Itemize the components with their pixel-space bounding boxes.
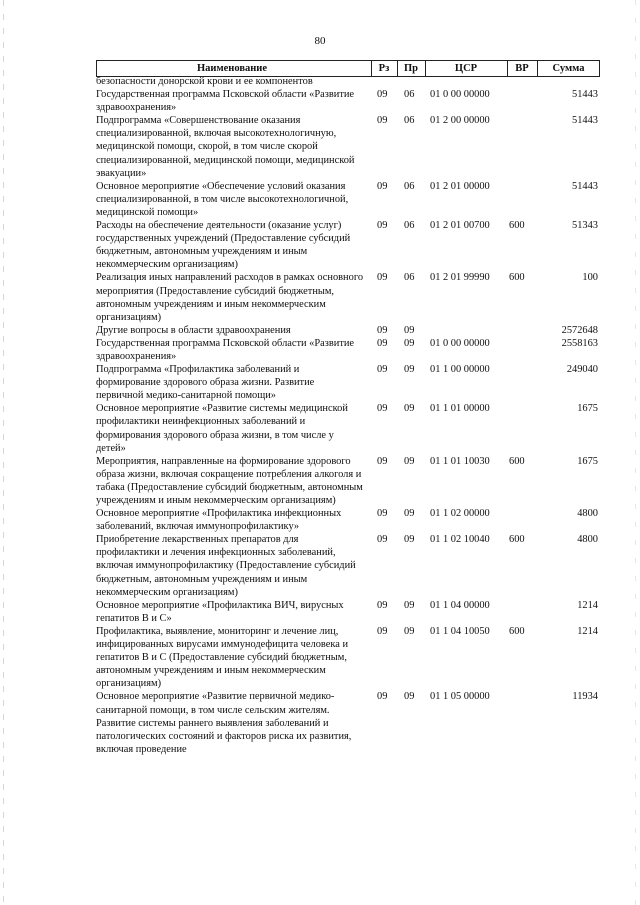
scan-edge-left bbox=[3, 0, 4, 905]
row-rz: 09 bbox=[377, 534, 388, 546]
row-sum: 11934 bbox=[572, 691, 598, 703]
table-row bbox=[96, 363, 598, 402]
table-row bbox=[96, 75, 598, 88]
row-rz: 09 bbox=[377, 599, 388, 611]
row-rz: 09 bbox=[377, 180, 388, 192]
row-rz: 09 bbox=[377, 403, 388, 415]
row-pr: 06 bbox=[404, 180, 415, 192]
row-sum: 100 bbox=[582, 272, 598, 284]
row-sum: 1675 bbox=[577, 455, 598, 467]
row-name: Реализация иных направлений расходов в рамках основного мероприятия (Предоставление субсидий бюджетным, автономным учреждениям и иным некоммерческим организациям) bbox=[96, 272, 364, 323]
table-row bbox=[96, 507, 598, 533]
row-csr: 01 0 00 00000 bbox=[430, 89, 490, 101]
row-sum: 4800 bbox=[577, 508, 598, 520]
row-name: Мероприятия, направленные на формирование здорового образа жизни, включая сокращение потребления алкоголя и табака (Предоставление субсидий бюджетным, автономным учреждениям и иным некоммерческим организациям) bbox=[96, 455, 363, 506]
row-rz: 09 bbox=[377, 324, 388, 336]
row-sum: 51443 bbox=[572, 180, 598, 192]
table-row bbox=[96, 402, 598, 454]
row-pr: 06 bbox=[404, 115, 415, 127]
table-row bbox=[96, 219, 598, 271]
row-name: Приобретение лекарственных препаратов для профилактики и лечения инфекционных заболеваний, включая иммунопрофилактику (Предоставление субсидий бюджетным, автономным учреждениям и иным некоммерческим организациям) bbox=[96, 534, 356, 598]
table-row bbox=[96, 533, 598, 598]
row-vr: 600 bbox=[509, 272, 525, 284]
table-row bbox=[96, 180, 598, 219]
row-name: Другие вопросы в области здравоохранения bbox=[96, 324, 291, 336]
row-pr: 09 bbox=[404, 508, 415, 520]
row-pr: 09 bbox=[404, 324, 415, 336]
header-pr: Пр bbox=[403, 63, 418, 74]
row-rz: 09 bbox=[377, 508, 388, 520]
header-sum: Сумма bbox=[552, 63, 585, 74]
table-row bbox=[96, 690, 598, 755]
header-rz: Рз bbox=[378, 63, 390, 74]
page-number: 80 bbox=[314, 35, 326, 47]
row-rz: 09 bbox=[377, 220, 388, 232]
row-csr: 01 1 02 00000 bbox=[430, 508, 490, 520]
row-name: Основное мероприятие «Профилактика инфекционных заболеваний, включая иммунопрофилактику» bbox=[96, 508, 342, 533]
header-name: Наименование bbox=[197, 63, 267, 74]
row-vr: 600 bbox=[509, 534, 525, 546]
row-name: Основное мероприятие «Развитие системы медицинской профилактики неинфекционных заболеваний и формирования здорового образа жизни, в том числе у детей» bbox=[96, 403, 348, 454]
row-name: Основное мероприятие «Развитие первичной медико-санитарной помощи, в том числе сельским жителям. Развитие системы раннего выявления заболеваний и патологических состояний и факторов риска их развития, включая проведение bbox=[96, 691, 352, 755]
row-rz: 09 bbox=[377, 337, 388, 349]
row-pr: 09 bbox=[404, 599, 415, 611]
row-sum: 51443 bbox=[572, 89, 598, 101]
row-csr: 01 2 00 00000 bbox=[430, 115, 490, 127]
row-pr: 09 bbox=[404, 691, 415, 703]
row-vr: 600 bbox=[509, 625, 525, 637]
row-pr: 09 bbox=[404, 337, 415, 349]
row-rz: 09 bbox=[377, 455, 388, 467]
row-name: Подпрограмма «Профилактика заболеваний и формирование здорового образа жизни. Развитие первичной медико-санитарной помощи» bbox=[96, 364, 315, 402]
table-row bbox=[96, 599, 598, 625]
row-csr: 01 1 04 10050 bbox=[430, 625, 490, 637]
row-csr: 01 1 01 00000 bbox=[430, 403, 490, 415]
row-name: Основное мероприятие «Обеспечение условий оказания специализированной, в том числе высокотехнологичной, медицинской помощи» bbox=[96, 180, 349, 218]
table-row bbox=[96, 337, 598, 363]
row-sum: 2572648 bbox=[561, 324, 598, 336]
row-sum: 1214 bbox=[577, 625, 598, 637]
row-csr: 01 1 04 00000 bbox=[430, 599, 490, 611]
row-sum: 249040 bbox=[566, 364, 598, 376]
row-csr: 01 2 01 00000 bbox=[430, 180, 490, 192]
row-pr: 06 bbox=[404, 220, 415, 232]
row-csr: 01 2 01 99990 bbox=[430, 272, 490, 284]
row-csr: 01 1 01 10030 bbox=[430, 455, 490, 467]
row-rz: 09 bbox=[377, 89, 388, 101]
row-sum: 4800 bbox=[577, 534, 598, 546]
table-row bbox=[96, 324, 598, 337]
table-row bbox=[96, 271, 598, 323]
row-csr: 01 1 05 00000 bbox=[430, 691, 490, 703]
row-pr: 09 bbox=[404, 455, 415, 467]
row-sum: 51343 bbox=[572, 220, 598, 232]
table-row bbox=[96, 455, 598, 507]
row-rz: 09 bbox=[377, 691, 388, 703]
row-rz: 09 bbox=[377, 625, 388, 637]
row-name: Государственная программа Псковской области «Развитие здравоохранения» bbox=[96, 337, 355, 362]
row-csr: 01 0 00 00000 bbox=[430, 337, 490, 349]
row-rz: 09 bbox=[377, 364, 388, 376]
scan-edge-right bbox=[635, 0, 636, 905]
row-name: Профилактика, выявление, мониторинг и лечение лиц, инфицированных вирусами иммунодефицита человека и гепатитов В и С (Предоставление субсидий бюджетным, автономным учреждениям и иным некоммерческим организациям) bbox=[96, 625, 349, 690]
row-sum: 51443 bbox=[572, 115, 598, 127]
header-vr: ВР bbox=[515, 63, 529, 74]
row-rz: 09 bbox=[377, 115, 388, 127]
row-vr: 600 bbox=[509, 220, 525, 232]
row-name: Подпрограмма «Совершенствование оказания специализированной, включая высокотехнологичную, медицинской помощи, скорой, в том числе скорой специализированной, медицинской помощи, медицинской эвакуации» bbox=[96, 115, 355, 179]
row-name: Государственная программа Псковской области «Развитие здравоохранения» bbox=[96, 89, 355, 114]
row-name: Расходы на обеспечение деятельности (оказание услуг) государственных учреждений (Предоставление субсидий бюджетным, автономным учреждениям и иным некоммерческим организациям) bbox=[96, 220, 351, 271]
row-pr: 09 bbox=[404, 364, 415, 376]
table-row bbox=[96, 114, 598, 179]
table-body bbox=[96, 75, 598, 756]
header-csr: ЦСР bbox=[454, 63, 478, 74]
row-name: Основное мероприятие «Профилактика ВИЧ, вирусных гепатитов В и С» bbox=[96, 599, 344, 624]
row-csr: 01 1 00 00000 bbox=[430, 364, 490, 376]
row-sum: 1675 bbox=[577, 403, 598, 415]
table-row bbox=[96, 88, 598, 114]
row-rz: 09 bbox=[377, 272, 388, 284]
row-pr: 06 bbox=[404, 89, 415, 101]
row-pr: 09 bbox=[404, 534, 415, 546]
row-vr: 600 bbox=[509, 455, 525, 467]
row-csr: 01 1 02 10040 bbox=[430, 534, 490, 546]
row-sum: 2558163 bbox=[561, 337, 598, 349]
row-pr: 09 bbox=[404, 625, 415, 637]
row-csr: 01 2 01 00700 bbox=[430, 220, 490, 232]
row-pr: 06 bbox=[404, 272, 415, 284]
row-sum: 1214 bbox=[577, 599, 598, 611]
table-row bbox=[96, 625, 598, 690]
row-pr: 09 bbox=[404, 403, 415, 415]
row-name: безопасности донорской крови и ее компонентов bbox=[96, 76, 313, 87]
